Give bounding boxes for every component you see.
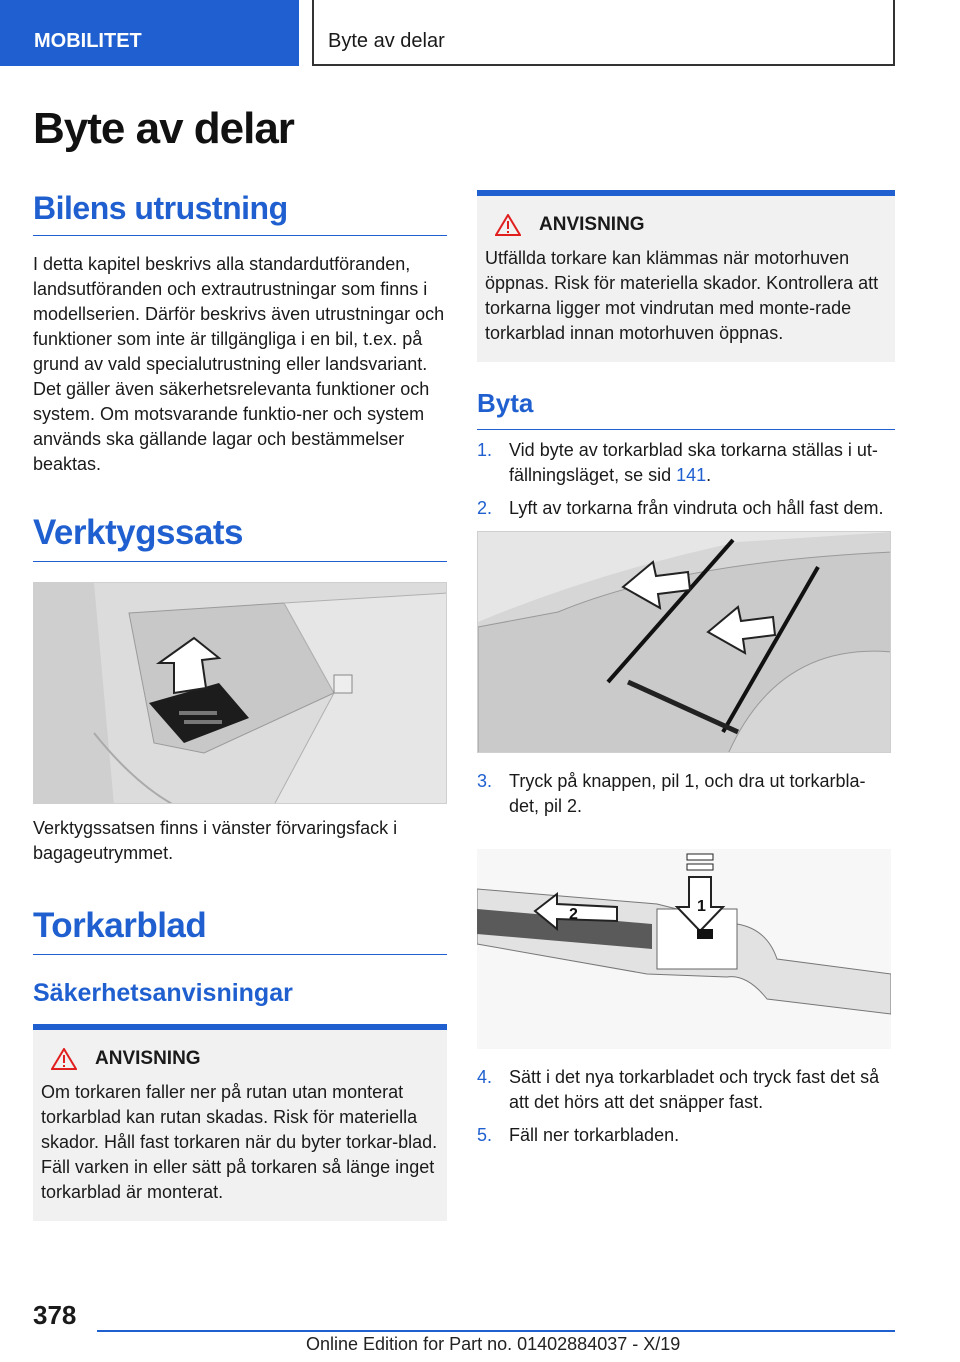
- steps-list-b: [477, 769, 895, 819]
- heading-safety: Säkerhetsanvisningar: [33, 979, 293, 1007]
- notice-box-left: [33, 1024, 447, 1221]
- heading-wiper: Torkarblad: [33, 906, 447, 955]
- notice-header: [485, 214, 887, 236]
- toolkit-illustration: [34, 583, 447, 804]
- wiper-lift-figure: [477, 531, 891, 753]
- wiper-release-illustration: [477, 849, 891, 1049]
- step-number: 3.: [477, 771, 493, 791]
- notice-text: Om torkaren faller ner på rutan utan monterat torkarblad kan rutan skadas. Risk för materiella skador. Håll fast torkaren när du byter torkar-blad. Fäll varken in eller sätt på torkaren så länge inget torkarblad är monterat.: [41, 1082, 438, 1202]
- notice-title: ANVISNING: [539, 214, 645, 235]
- step-number: 4.: [477, 1067, 493, 1087]
- page-link[interactable]: 141: [676, 465, 707, 485]
- step-number: 5.: [477, 1125, 493, 1145]
- heading-equipment: Bilens utrustning: [33, 190, 447, 236]
- left-column: [33, 190, 447, 1221]
- right-column: [477, 190, 895, 1156]
- step-item: [477, 438, 895, 488]
- arrow-2-label: 2: [569, 906, 578, 923]
- footer-divider: [97, 1330, 895, 1332]
- step-number: 1.: [477, 440, 493, 460]
- wiper-release-figure: [477, 849, 891, 1049]
- footer-edition: Online Edition for Part no. 01402884037 - X/19: [306, 1334, 681, 1354]
- steps-list-a: [477, 438, 895, 521]
- heading-replace: Byta: [477, 388, 895, 430]
- step-item: [477, 496, 895, 521]
- section-tab: MOBILITET: [0, 0, 299, 66]
- page-title: Byte av delar: [33, 104, 294, 153]
- steps-list-c: [477, 1065, 895, 1148]
- step-item: [477, 1123, 895, 1148]
- page-number: 378: [33, 1300, 77, 1330]
- warning-triangle-icon: [51, 1048, 77, 1070]
- header-title: Byte av delar: [328, 30, 445, 52]
- step-item: [477, 1065, 895, 1115]
- notice-text: Utfällda torkare kan klämmas när motorhuven öppnas. Risk för materiella skador. Kontrollera att torkarna ligger mot vindrutan med monte-rade torkarblad innan motorhuven öppnas.: [485, 248, 879, 343]
- toolkit-figure: [33, 582, 447, 804]
- step-item: [477, 769, 895, 819]
- step-text: Vid byte av torkarblad ska torkarna ställas i ut-fällningsläget, se sid 141.: [509, 440, 878, 485]
- wiper-lift-illustration: [478, 532, 891, 753]
- notice-title: ANVISNING: [95, 1048, 201, 1069]
- notice-box-right: [477, 190, 895, 362]
- step-number: 2.: [477, 498, 493, 518]
- heading-toolkit: Verktygssats: [33, 513, 447, 562]
- step-text: Lyft av torkarna från vindruta och håll fast dem.: [509, 498, 884, 518]
- arrow-1-label: 1: [697, 898, 706, 915]
- step-text: Tryck på knappen, pil 1, och dra ut torkarbla-det, pil 2.: [509, 771, 866, 816]
- step-text: Sätt i det nya torkarbladet och tryck fast det så att det hörs att det snäpper fast.: [509, 1067, 880, 1112]
- notice-header: [41, 1048, 439, 1070]
- step-text: Fäll ner torkarbladen.: [509, 1125, 680, 1145]
- header-title-box: [312, 0, 895, 66]
- warning-triangle-icon: [495, 214, 521, 236]
- equipment-text: I detta kapitel beskrivs alla standardutföranden, landsutföranden och extrautrustningar som finns i modellserien. Därför beskrivs även utrustningar och funktioner som inte är tillgängliga i en bil, t.ex. på grund av vald specialutrustning eller landsvariant. Det gäller även säkerhetsrelevanta funktioner och system. Om motsvarande funktio-ner och system används ska gällande lagar och bestämmelser beaktas.: [33, 254, 445, 474]
- toolkit-caption: Verktygssatsen finns i vänster förvaringsfack i bagageutrymmet.: [33, 818, 398, 863]
